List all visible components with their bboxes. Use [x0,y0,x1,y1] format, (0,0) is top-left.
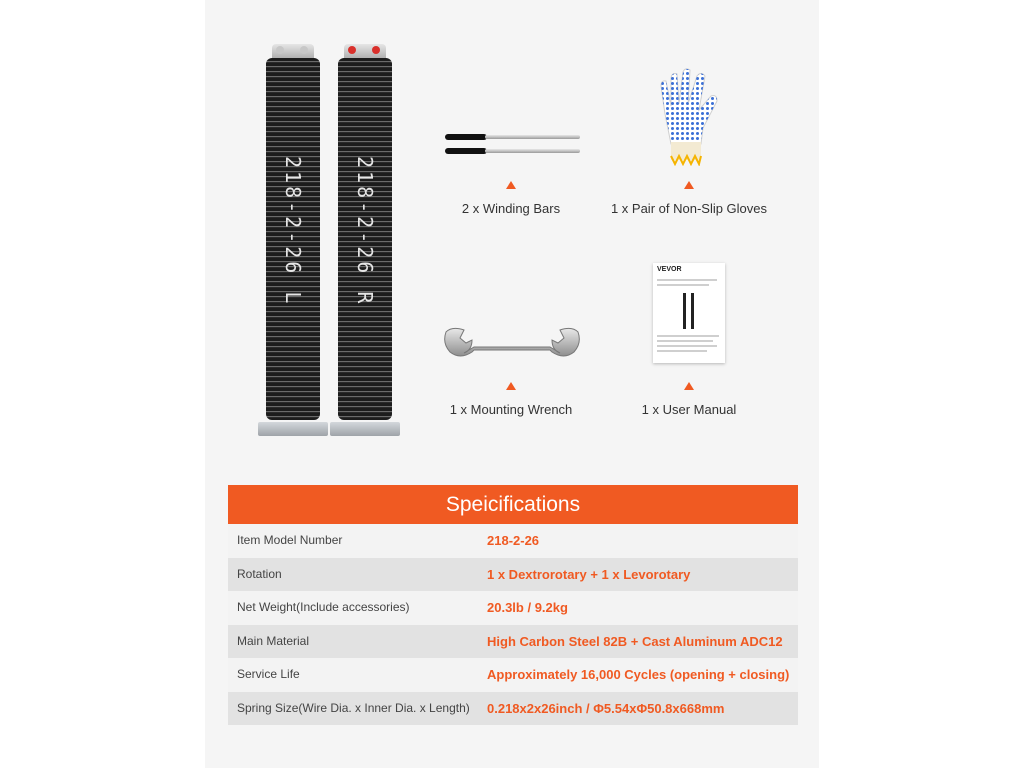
item-caption-winding-bars: 2 x Winding Bars [461,201,561,216]
spec-value: 20.3lb / 9.2kg [487,600,568,615]
table-row [228,591,798,625]
spring-code: 218-2-26 R [353,156,377,307]
table-row [228,625,798,659]
bolt-icon [348,46,356,54]
manual-illustration [683,293,686,329]
triangle-marker-icon [506,181,516,189]
table-row [228,658,798,692]
spec-value: 1 x Dextrorotary + 1 x Levorotary [487,566,691,582]
user-manual-image [653,263,725,363]
spring-code: 218-2-26 L [281,156,305,307]
winding-bar [445,134,580,140]
item-caption-wrench: 1 x Mounting Wrench [449,402,573,417]
spring-base-plate [258,422,328,436]
spec-label: Main Material [237,633,310,648]
spec-value: 0.218x2x26inch / Φ5.54xΦ50.8x668mm [487,700,725,716]
triangle-marker-icon [684,382,694,390]
gloves-image [655,66,725,166]
torsion-spring-left [262,44,324,436]
spec-label: Rotation [237,566,282,581]
spec-label: Service Life [237,667,300,681]
spec-label: Spring Size(Wire Dia. x Inner Dia. x Length) [237,700,470,715]
wrench-image [442,326,582,360]
spec-label: Net Weight(Include accessories) [237,600,410,614]
manual-brand-logo: VEVOR [657,266,682,273]
winding-bars-image [445,130,580,158]
table-row [228,692,798,726]
manual-illustration [691,293,694,329]
spec-value: 218-2-26 [487,533,540,548]
spec-value: High Carbon Steel 82B + Cast Aluminum ADC12 [487,633,783,649]
spring-base-plate [330,422,400,436]
triangle-marker-icon [684,181,694,189]
spec-label: Item Model Number [237,533,343,547]
bolt-icon [276,46,284,54]
bolt-icon [300,46,308,54]
triangle-marker-icon [506,382,516,390]
spec-value: Approximately 16,000 Cycles (opening + closing) [487,667,790,682]
winding-bar [445,148,580,154]
table-row [228,524,798,558]
specifications-title: Speicifications [228,485,798,524]
item-caption-gloves: 1 x Pair of Non-Slip Gloves [610,201,768,216]
table-row [228,558,798,592]
item-caption-manual: 1 x User Manual [641,402,737,417]
specifications-table [228,485,798,725]
bolt-icon [372,46,380,54]
torsion-spring-right [334,44,396,436]
